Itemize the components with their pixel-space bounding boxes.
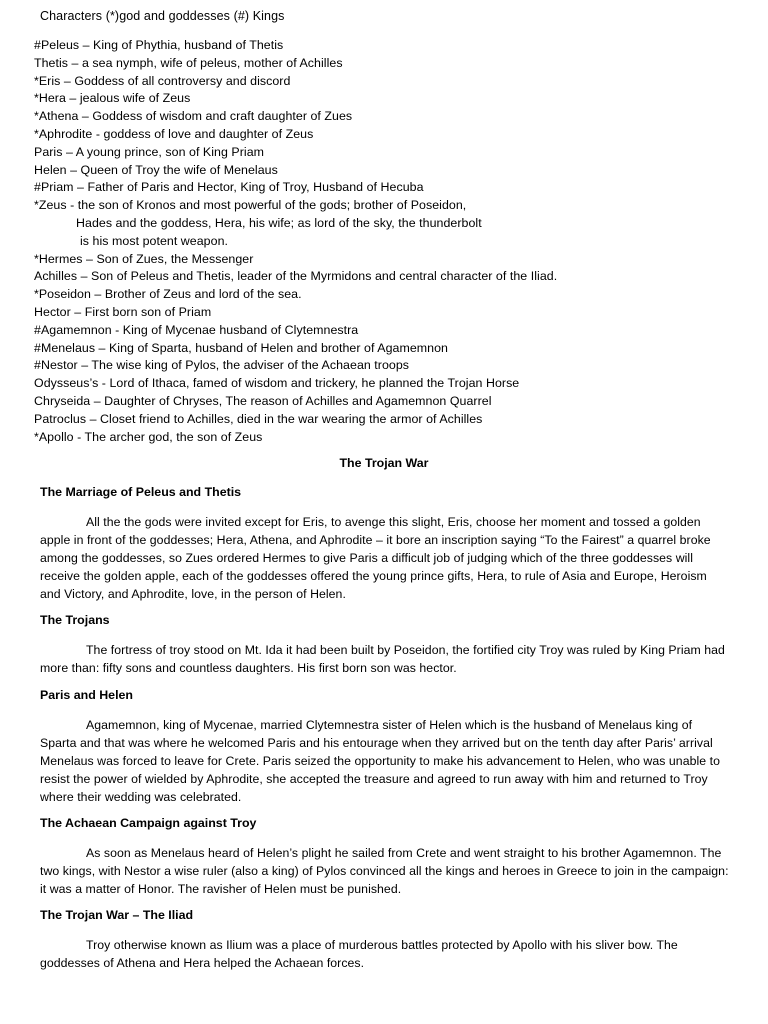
section-iliad xyxy=(40,906,730,972)
character-line: Helen – Queen of Troy the wife of Menelaus xyxy=(34,162,278,177)
character-line: Chryseida – Daughter of Chryses, The reason of Achilles and Agamemnon Quarrel xyxy=(34,393,492,408)
character-line: *Eris – Goddess of all controversy and discord xyxy=(34,73,291,88)
section-heading: The Marriage of Peleus and Thetis xyxy=(40,485,242,499)
section-paragraph: Agamemnon, king of Mycenae, married Clytemnestra sister of Helen which is the husband of Menelaus king of Sparta and that was where he welcomed Paris and his entourage when they arrived but on the tenth day after Paris’ arrival Menelaus was forced to leave for Crete. Paris seized the opportunity to make his advancement to Helen, who was unable to resist the power of wielded by Aphrodite, she accepted the treasure and agreed to run away with him and returned to Troy where their wedding was celebrated. xyxy=(40,718,720,804)
character-line: #Priam – Father of Paris and Hector, King of Troy, Husband of Hecuba xyxy=(34,180,424,195)
document-title: The Trojan War xyxy=(339,456,429,470)
character-line: *Aphrodite - goddess of love and daughter of Zeus xyxy=(34,126,314,141)
character-line: *Zeus - the son of Kronos and most powerful of the gods; brother of Poseidon, xyxy=(34,198,467,213)
section-paris-helen xyxy=(40,686,730,806)
character-line: Paris – A young prince, son of King Priam xyxy=(34,144,265,159)
section-paragraph: Troy otherwise known as Ilium was a place of murderous battles protected by Apollo with his sliver bow. The goddesses of Athena and Hera helped the Achaean forces. xyxy=(40,938,678,970)
character-line: *Poseidon – Brother of Zeus and lord of the sea. xyxy=(34,287,302,302)
character-line: *Apollo - The archer god, the son of Zeus xyxy=(34,429,263,444)
character-line: *Athena – Goddess of wisdom and craft daughter of Zues xyxy=(34,109,353,124)
character-line: Thetis – a sea nymph, wife of peleus, mother of Achilles xyxy=(34,55,343,70)
character-line: #Nestor – The wise king of Pylos, the adviser of the Achaean troops xyxy=(34,358,410,373)
section-heading: The Trojan War – The Iliad xyxy=(40,908,194,922)
section-trojans xyxy=(40,611,730,677)
character-line: *Hera – jealous wife of Zeus xyxy=(34,91,191,106)
character-list xyxy=(34,37,754,446)
section-paragraph: As soon as Menelaus heard of Helen’s plight he sailed from Crete and went straight to his brother Agamemnon. The two kings, with Nestor a wise ruler (also a king) of Pylos convinced all the kings and heroes in Greece to join in the campaign: it was a matter of Honor. The ravisher of Helen must be punished. xyxy=(40,846,729,896)
section-marriage xyxy=(40,483,730,603)
character-line: Odysseus’s - Lord of Ithaca, famed of wisdom and trickery, he planned the Trojan Horse xyxy=(34,376,520,391)
character-line: #Menelaus – King of Sparta, husband of Helen and brother of Agamemnon xyxy=(34,340,448,355)
character-line: Patroclus – Closet friend to Achilles, died in the war wearing the armor of Achilles xyxy=(34,411,483,426)
character-line: *Hermes – Son of Zues, the Messenger xyxy=(34,251,254,266)
section-paragraph: All the the gods were invited except for Eris, to avenge this slight, Eris, choose her moment and tossed a golden apple in front of the goddesses; Hera, Athena, and Aphrodite – it bore an inscription saying “To the Fairest” a quarrel broke among the goddesses, so Zues ordered Hermes to give Paris a difficult job of judging which of the three goddesses will receive the golden apple, each of the goddesses offered the young prince gifts, Hera, to rule of Asia and Europe, Heroism and Victory, and Aphrodite, love, in the person of Helen. xyxy=(40,515,711,601)
character-line: Achilles – Son of Peleus and Thetis, leader of the Myrmidons and central character of the Iliad. xyxy=(34,269,558,284)
section-heading: Paris and Helen xyxy=(40,688,133,702)
characters-header: Characters (*)god and goddesses (#) Kings xyxy=(40,9,285,23)
section-heading: The Trojans xyxy=(40,613,110,627)
character-line: #Peleus – King of Phythia, husband of Thetis xyxy=(34,38,284,52)
section-paragraph: The fortress of troy stood on Mt. Ida it had been built by Poseidon, the fortified city Troy was ruled by King Priam had more than: fifty sons and countless daughters. His first born son was hector. xyxy=(40,643,725,675)
character-line: Hector – First born son of Priam xyxy=(34,304,212,319)
character-line-continued: Hades and the goddess, Hera, his wife; as lord of the sky, the thunderbolt xyxy=(76,215,482,230)
section-heading: The Achaean Campaign against Troy xyxy=(40,816,257,830)
section-achaean-campaign xyxy=(40,814,730,898)
character-line: #Agamemnon - King of Mycenae husband of Clytemnestra xyxy=(34,322,359,337)
character-line-continued: is his most potent weapon. xyxy=(80,233,229,248)
